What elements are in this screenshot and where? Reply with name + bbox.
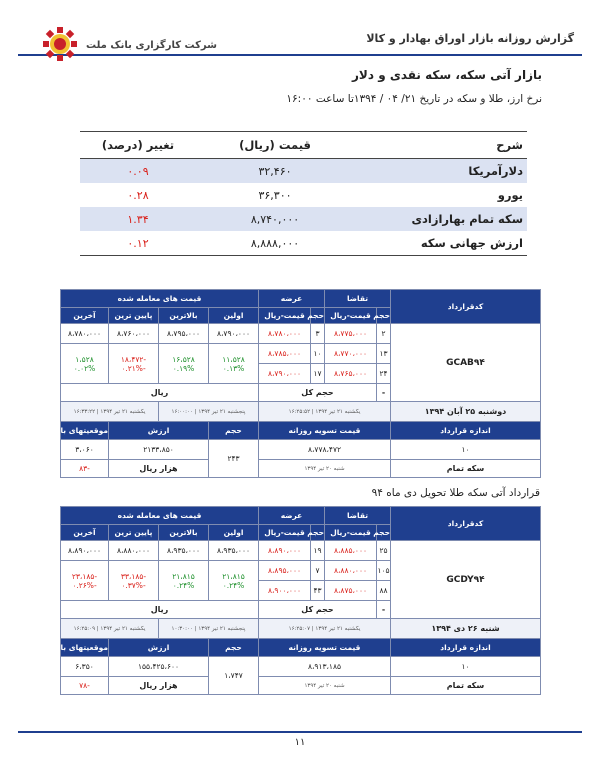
summary-header-row [80,132,527,159]
open-positions: ۶،۳۵۰ [61,657,109,677]
lowest-change-percent: -۰.۲۱% [121,363,146,373]
contract-size: ۱۰ [391,657,541,677]
contract-table-gcdy94 [56,506,541,695]
supply-price: ۸،۸۹۰،۰۰۰ [259,541,311,561]
summary-row-price: ۸,۸۸۸,۰۰۰ [196,231,354,256]
demand-volume: ۸۸ [377,581,391,601]
lowest-change-value: -۱۸،۴۷۲ [120,354,147,364]
demand-price: ۸،۷۷۰،۰۰۰ [325,344,377,364]
contract-size-header: اندازه قرارداد [391,639,541,657]
last-trade-time: یکشنبه ۲۱ تیر ۱۳۹۴ | ۱۶:۳۳:۲۲ [61,402,159,422]
report-title: گزارش روزانه بازار اوراق بهادار و کالا [366,32,574,45]
highest-change [159,344,209,384]
lowest-change [109,561,159,601]
summary-table [80,131,527,256]
contract-expiry: شنبه ۲۶ دی ۱۳۹۴ [391,619,541,639]
summary-header-price: قیمت (ریال) [196,132,354,159]
last-change-percent: -۰.۲۶% [72,580,97,590]
trade-value: ۲۱۳۳،۸۵۰ [109,440,209,460]
last-change-value: -۲۳،۱۸۵ [71,571,98,581]
summary-header-change: تغییر (درصد) [80,132,196,159]
last-change-value: ۱،۵۲۸ [75,354,94,364]
last-price: ۸،۷۸۰،۰۰۰ [61,324,109,344]
lowest-price: ۸،۸۸۰،۰۰۰ [109,541,159,561]
summary-header-name: شرح [354,132,527,159]
value-unit-label: هزار ریال [109,677,209,695]
bank-mellat-logo-icon [42,26,78,62]
demand-volume-header: حجم [377,308,391,324]
contract-size-header: اندازه قرارداد [391,422,541,440]
settlement-price: ۸،۷۷۸،۴۷۲ [259,440,391,460]
supply-volume-header: حجم [311,525,325,541]
supply-volume: ۷ [311,561,325,581]
demand-volume-header: حجم [377,525,391,541]
demand-price: ۸،۸۸۵،۰۰۰ [325,541,377,561]
company-name: شرکت کارگزاری بانک ملت [86,40,217,51]
unit-label: سکه تمام [391,677,541,695]
first-price: ۸،۹۳۵،۰۰۰ [209,541,259,561]
open-positions-header: موقعیتهای باز [61,422,109,440]
settlement-price: ۸،۹۱۳،۱۸۵ [259,657,391,677]
first-trade-time: پنجشنبه ۲۱ تیر ۱۳۹۴ | ۱۶:۰۰:۰۰ [159,402,259,422]
supply-price: ۸،۷۸۵،۰۰۰ [259,344,311,364]
first-change [209,561,259,601]
highest-header: بالاترین [159,308,209,324]
supply-volume: ۴۳ [311,581,325,601]
supply-volume: ۱۹ [311,541,325,561]
demand-volume: ۱۳ [377,344,391,364]
supply-price: ۸،۸۹۵،۰۰۰ [259,561,311,581]
lowest-header: پایین ترین [109,308,159,324]
first-change-percent: ۰.۲۴% [222,580,245,590]
first-header: اولین [209,308,259,324]
supply-price-header: قیمت-ریال [259,308,311,324]
demand-price-header: قیمت-ریال [325,308,377,324]
open-positions: ۳،۰۶۰ [61,440,109,460]
section-title: بازار آتی سکه، سکه نقدی و دلار [352,68,542,82]
summary-row-name: ارزش جهانی سکه [354,231,527,256]
first-price: ۸،۷۹۰،۰۰۰ [209,324,259,344]
first-change [209,344,259,384]
volume-header: حجم [209,422,259,440]
last-change [61,561,109,601]
traded-prices-header: قیمت های معامله شده [61,507,259,525]
summary-row-name: یورو [497,188,523,202]
lowest-change-value: -۳۳،۱۸۵ [120,571,147,581]
total-volume-value: - [377,601,391,619]
supply-volume-header: حجم [311,308,325,324]
settlement-time: شنبه ۲۰ تیر ۱۳۹۴ [259,460,391,478]
highest-change-percent: ۰.۱۹% [172,363,195,373]
section-subtitle: نرخ ارز، طلا و سکه در تاریخ ۲۱/ ۰۴ / ۱۳۹۴تا ساعت ۱۶:۰۰ [286,93,542,105]
demand-volume: ۱۰۵ [377,561,391,581]
summary-row [80,231,527,256]
supply-price: ۸،۹۰۰،۰۰۰ [259,581,311,601]
currency-label: ریال [61,384,259,402]
summary-row-change: ۰.۲۸ [127,188,149,202]
contract-note: قرارداد آتی سکه طلا تحویل دی ماه ۹۴ [371,487,540,499]
summary-row-change: ۰.۰۹ [80,159,196,184]
supply-header: عرضه [259,290,325,308]
first-change-value: ۱۱،۵۲۸ [222,354,245,364]
total-volume-value: - [377,384,391,402]
supply-volume: ۳ [311,324,325,344]
summary-row [80,159,527,184]
supply-volume: ۱۰ [311,344,325,364]
demand-price: ۸،۷۷۵،۰۰۰ [325,324,377,344]
last-trade-time: یکشنبه ۲۱ تیر ۱۳۹۴ | ۱۶:۲۵:۰۹ [61,619,159,639]
total-volume-label: حجم کل [259,601,377,619]
demand-price: ۸،۸۸۰،۰۰۰ [325,561,377,581]
contract-code-header: کدقرارداد [391,507,541,541]
first-trade-time: پنجشنبه ۲۱ تیر ۱۳۹۴ | ۱۰:۳۰:۰۰ [159,619,259,639]
lowest-header: پایین ترین [109,525,159,541]
unit-label: سکه تمام [391,460,541,478]
last-change-percent: ۰.۰۲% [73,363,96,373]
demand-header: تقاضا [325,507,391,525]
demand-price-header: قیمت-ریال [325,525,377,541]
open-positions-change: -۸۳ [61,460,109,478]
contract-expiry: دوشنبه ۲۵ آبان ۱۳۹۴ [391,402,541,422]
trade-volume: ۱،۷۴۷ [209,657,259,695]
contract-code-header: کدقرارداد [391,290,541,324]
supply-time: یکشنبه ۲۱ تیر ۱۳۹۴ | ۱۶:۲۵:۰۷ [259,619,391,639]
lowest-change-percent: -۰.۳۷% [121,580,146,590]
value-header: ارزش [109,639,209,657]
demand-volume: ۲ [377,324,391,344]
traded-prices-header: قیمت های معامله شده [61,290,259,308]
demand-price: ۸،۸۷۵،۰۰۰ [325,581,377,601]
summary-row-price: ۸,۷۴۰,۰۰۰ [196,207,354,231]
settlement-time: شنبه ۲۰ تیر ۱۳۹۴ [259,677,391,695]
page-number: ۱۱ [294,737,306,748]
summary-row-change: ۱.۳۴ [80,207,196,231]
supply-price: ۸،۷۸۰،۰۰۰ [259,324,311,344]
demand-price: ۸،۷۶۵،۰۰۰ [325,364,377,384]
contract-table-gcab94 [56,289,541,478]
supply-volume: ۱۷ [311,364,325,384]
last-change [61,344,109,384]
highest-change-value: ۱۶،۵۲۸ [172,354,195,364]
value-unit-label: هزار ریال [109,460,209,478]
highest-price: ۸،۷۹۵،۰۰۰ [159,324,209,344]
first-header: اولین [209,525,259,541]
summary-row [80,183,527,207]
value-header: ارزش [109,422,209,440]
contract-size: ۱۰ [391,440,541,460]
last-header: آخرین [61,308,109,324]
settlement-header: قیمت تسویه روزانه [259,639,391,657]
summary-row-price: ۳۶,۳۰۰ [258,188,292,202]
volume-header: حجم [209,639,259,657]
total-volume-label: حجم کل [259,384,377,402]
first-change-value: ۲۱،۸۱۵ [222,571,245,581]
highest-change-percent: ۰.۲۴% [172,580,195,590]
lowest-price: ۸،۷۶۰،۰۰۰ [109,324,159,344]
last-price: ۸،۸۹۰،۰۰۰ [61,541,109,561]
open-positions-header: موقعیتهای باز [61,639,109,657]
page-header [18,10,582,56]
supply-price: ۸،۷۹۰،۰۰۰ [259,364,311,384]
trade-volume: ۲۴۳ [209,440,259,478]
contract-code: GCDY۹۴ [391,541,541,619]
page-footer-line [18,731,582,733]
last-header: آخرین [61,525,109,541]
highest-change [159,561,209,601]
contract-code: GCAB۹۴ [391,324,541,402]
supply-header: عرضه [259,507,325,525]
supply-time: یکشنبه ۲۱ تیر ۱۳۹۴ | ۱۶:۲۵:۵۲ [259,402,391,422]
demand-header: تقاضا [325,290,391,308]
summary-row-name: سکه تمام بهارازادی [354,207,527,231]
summary-row [80,207,527,231]
demand-volume: ۲۴ [377,364,391,384]
settlement-header: قیمت تسویه روزانه [259,422,391,440]
supply-price-header: قیمت-ریال [259,525,311,541]
demand-volume: ۲۵ [377,541,391,561]
first-change-percent: ۰.۱۳% [222,363,245,373]
lowest-change [109,344,159,384]
highest-price: ۸،۹۳۵،۰۰۰ [159,541,209,561]
summary-row-change: ۰.۱۲ [80,231,196,256]
currency-label: ریال [61,601,259,619]
summary-row-price: ۳۲,۴۶۰ [196,159,354,184]
highest-change-value: ۲۱،۸۱۵ [172,571,195,581]
trade-value: ۱۵۵،۴۲۵،۶۰۰ [109,657,209,677]
highest-header: بالاترین [159,525,209,541]
summary-row-name: دلارآمریکا [354,159,527,184]
open-positions-change: -۷۸ [61,677,109,695]
